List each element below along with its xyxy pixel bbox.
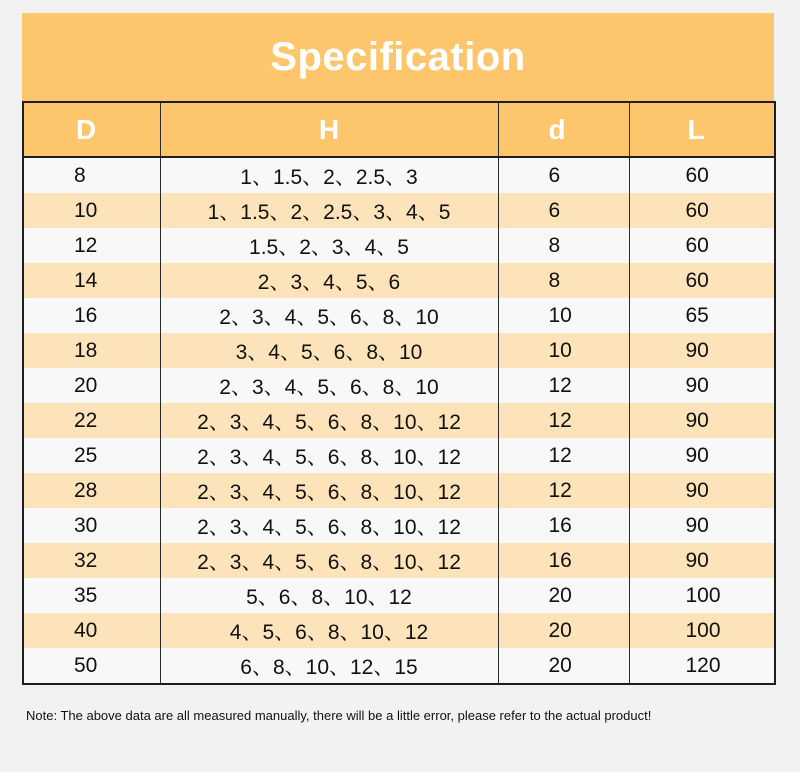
table-row <box>23 473 775 508</box>
cell-D: 50 <box>23 648 160 684</box>
table-row <box>23 543 775 578</box>
cell-L: 60 <box>629 263 775 298</box>
cell-D: 12 <box>23 228 160 263</box>
cell-D: 20 <box>23 368 160 403</box>
table-row <box>23 403 775 438</box>
page-title: Specification <box>22 13 774 101</box>
table-row <box>23 648 775 684</box>
cell-D: 40 <box>23 613 160 648</box>
cell-H: 5、6、8、10、12 <box>160 578 498 613</box>
cell-H: 2、3、4、5、6、8、10、12 <box>160 508 498 543</box>
table-row <box>23 193 775 228</box>
cell-d: 16 <box>498 543 629 578</box>
cell-d: 12 <box>498 403 629 438</box>
column-header-d: d <box>498 102 629 157</box>
cell-D: 30 <box>23 508 160 543</box>
cell-D: 14 <box>23 263 160 298</box>
cell-d: 8 <box>498 228 629 263</box>
cell-d: 20 <box>498 578 629 613</box>
table-body <box>23 157 775 684</box>
cell-H: 2、3、4、5、6、8、10、12 <box>160 438 498 473</box>
cell-H: 6、8、10、12、15 <box>160 648 498 684</box>
cell-d: 6 <box>498 193 629 228</box>
table-row <box>23 613 775 648</box>
cell-D: 25 <box>23 438 160 473</box>
cell-d: 8 <box>498 263 629 298</box>
table-row <box>23 298 775 333</box>
cell-L: 120 <box>629 648 775 684</box>
cell-D: 8 <box>23 157 160 193</box>
cell-L: 65 <box>629 298 775 333</box>
cell-H: 2、3、4、5、6、8、10 <box>160 298 498 333</box>
cell-d: 16 <box>498 508 629 543</box>
cell-L: 90 <box>629 543 775 578</box>
cell-D: 35 <box>23 578 160 613</box>
column-header-L: L <box>629 102 775 157</box>
cell-L: 100 <box>629 578 775 613</box>
cell-H: 1、1.5、2、2.5、3、4、5 <box>160 193 498 228</box>
cell-d: 12 <box>498 368 629 403</box>
cell-L: 90 <box>629 368 775 403</box>
table-row <box>23 438 775 473</box>
cell-d: 12 <box>498 438 629 473</box>
table-row <box>23 508 775 543</box>
cell-d: 6 <box>498 157 629 193</box>
cell-H: 2、3、4、5、6 <box>160 263 498 298</box>
cell-L: 90 <box>629 403 775 438</box>
cell-d: 12 <box>498 473 629 508</box>
cell-D: 18 <box>23 333 160 368</box>
table-row <box>23 228 775 263</box>
footnote: Note: The above data are all measured manually, there will be a little error, please refer to the actual product! <box>26 708 652 723</box>
cell-L: 60 <box>629 193 775 228</box>
table-row <box>23 333 775 368</box>
cell-D: 10 <box>23 193 160 228</box>
cell-L: 90 <box>629 508 775 543</box>
cell-d: 20 <box>498 613 629 648</box>
cell-d: 20 <box>498 648 629 684</box>
cell-D: 16 <box>23 298 160 333</box>
spec-table <box>22 101 776 685</box>
cell-D: 32 <box>23 543 160 578</box>
table-row <box>23 263 775 298</box>
cell-H: 2、3、4、5、6、8、10 <box>160 368 498 403</box>
table-row <box>23 157 775 193</box>
cell-d: 10 <box>498 298 629 333</box>
cell-d: 10 <box>498 333 629 368</box>
cell-L: 90 <box>629 333 775 368</box>
table-row <box>23 578 775 613</box>
cell-D: 28 <box>23 473 160 508</box>
cell-D: 22 <box>23 403 160 438</box>
spec-sheet <box>22 13 774 685</box>
cell-L: 60 <box>629 228 775 263</box>
table-row <box>23 368 775 403</box>
cell-H: 4、5、6、8、10、12 <box>160 613 498 648</box>
cell-L: 60 <box>629 157 775 193</box>
table-header <box>23 102 775 157</box>
cell-L: 90 <box>629 438 775 473</box>
column-header-D: D <box>23 102 160 157</box>
cell-H: 2、3、4、5、6、8、10、12 <box>160 403 498 438</box>
cell-H: 3、4、5、6、8、10 <box>160 333 498 368</box>
cell-L: 100 <box>629 613 775 648</box>
cell-L: 90 <box>629 473 775 508</box>
column-header-H: H <box>160 102 498 157</box>
cell-H: 2、3、4、5、6、8、10、12 <box>160 543 498 578</box>
cell-H: 1、1.5、2、2.5、3 <box>160 157 498 193</box>
cell-H: 1.5、2、3、4、5 <box>160 228 498 263</box>
cell-H: 2、3、4、5、6、8、10、12 <box>160 473 498 508</box>
